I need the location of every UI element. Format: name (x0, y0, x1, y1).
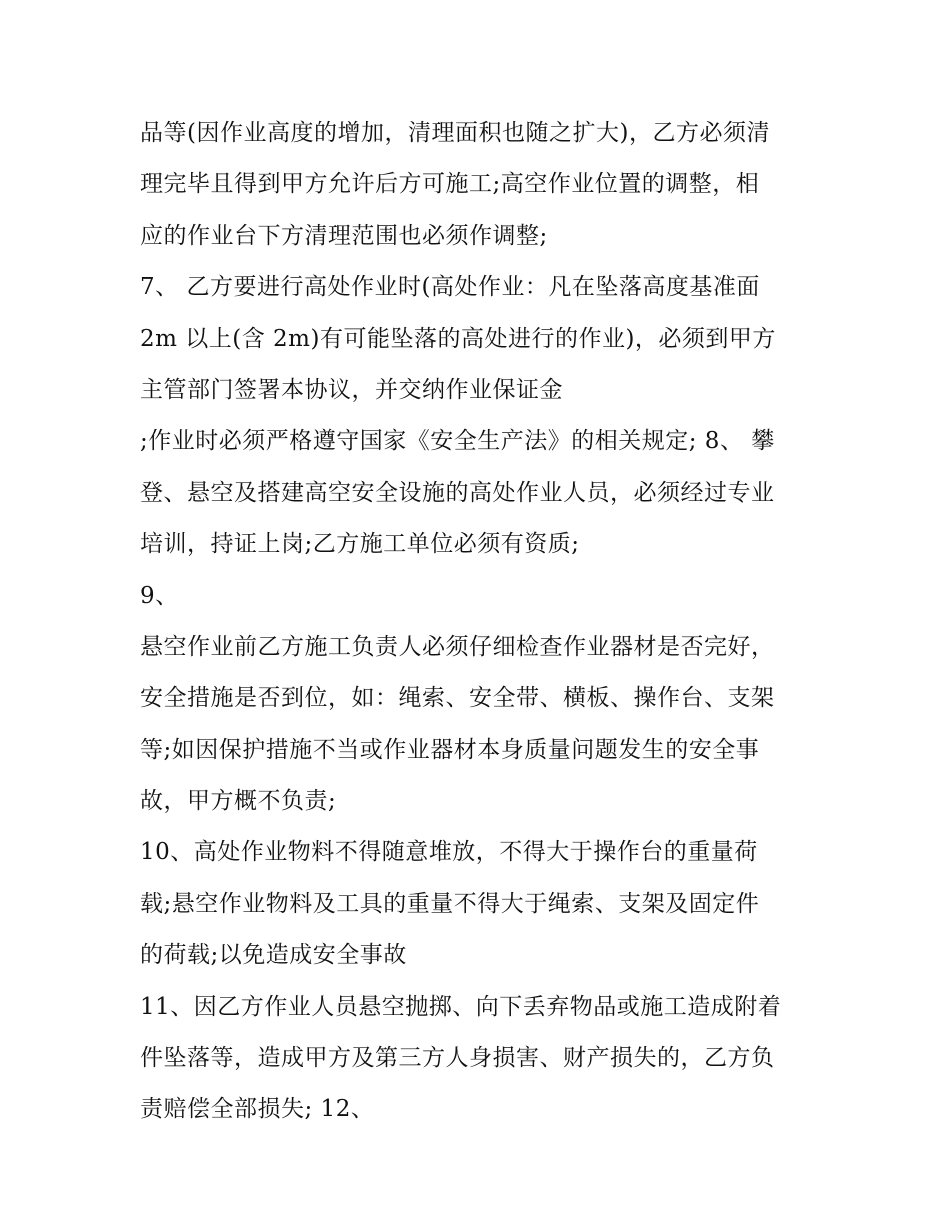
text-line: 培训，持证上岗;乙方施工单位必须有资质; (140, 531, 580, 558)
text-line: 故，甲方概不负责; (140, 788, 337, 815)
text-line: 7、 乙方要进行高处作业时(高处作业：凡在坠落高度基准面 (140, 274, 760, 301)
text-line: 件坠落等，造成甲方及第三方人身损害、财产损失的，乙方负 (140, 1045, 775, 1072)
text-line: ;作业时必须严格遵守国家《安全生产法》的相关规定; 8、 攀 (140, 428, 775, 455)
text-line: 责赔偿全部损失; 12、 (140, 1096, 375, 1123)
text-line: 登、悬空及搭建高空安全设施的高处作业人员，必须经过专业 (140, 479, 775, 506)
text-line: 品等(因作业高度的增加，清理面积也随之扩大)，乙方必须清 (140, 120, 770, 146)
document-body (140, 108, 820, 1136)
text-line: 理完毕且得到甲方允许后方可施工;高空作业位置的调整，相 (140, 171, 760, 198)
text-line: 等;如因保护措施不当或作业器材本身质量问题发生的安全事 (140, 736, 760, 763)
text-line: 10、高处作业物料不得随意堆放，不得大于操作台的重量荷 (140, 839, 758, 866)
text-line: 2m 以上(含 2m)有可能坠落的高处进行的作业)，必须到甲方 (140, 325, 776, 352)
text-line: 应的作业台下方清理范围也必须作调整; (140, 222, 548, 249)
text-line: 载;悬空作业物料及工具的重量不得大于绳索、支架及固定件 (140, 890, 760, 917)
text-line: 的荷载;以免造成安全事故 (140, 942, 407, 969)
text-line: 9、 (140, 582, 179, 609)
text-line: 安全措施是否到位，如：绳索、安全带、横板、操作台、支架 (140, 685, 775, 712)
text-line: 主管部门签署本协议，并交纳作业保证金 (140, 376, 563, 403)
text-line: 11、因乙方作业人员悬空抛掷、向下丢弃物品或施工造成附着 (140, 993, 782, 1020)
text-line: 悬空作业前乙方施工负责人必须仔细检查作业器材是否完好， (140, 633, 775, 660)
